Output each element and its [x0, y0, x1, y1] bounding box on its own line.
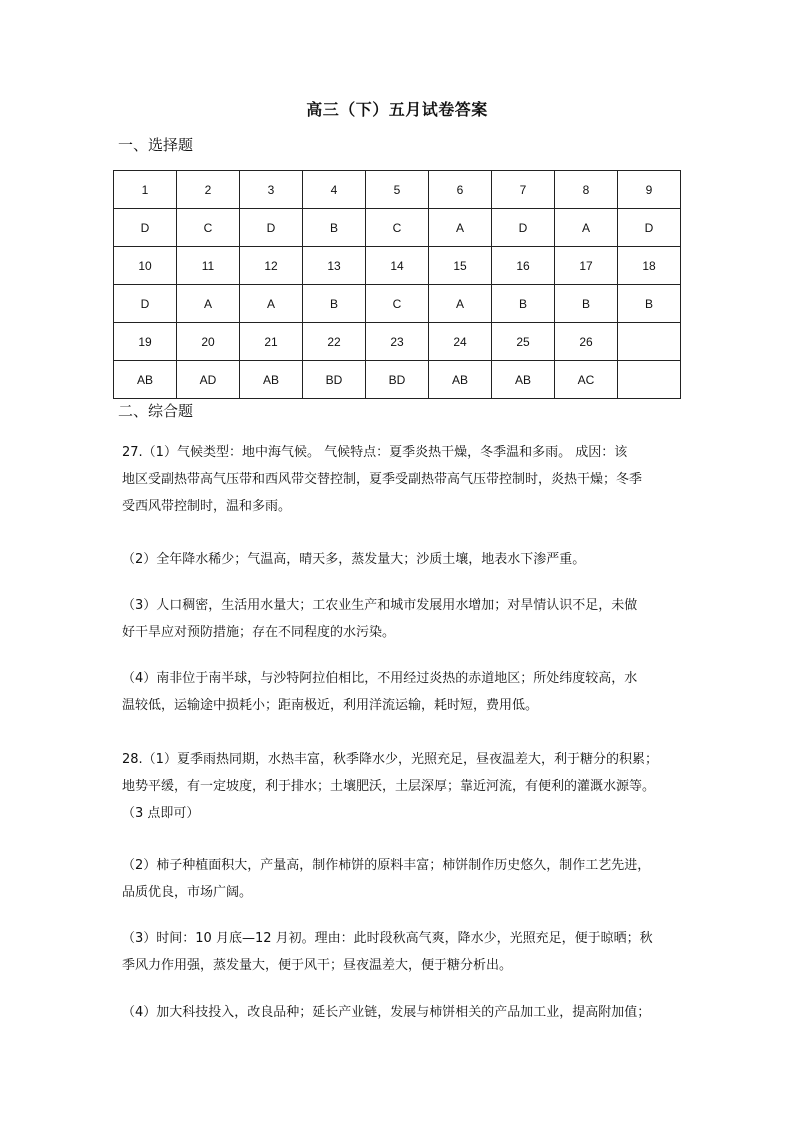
- text-line: （2）柿子种植面积大，产量高，制作柿饼的原料丰富；柿饼制作历史悠久，制作工艺先进，: [122, 858, 651, 873]
- q27-part1: [122, 439, 687, 520]
- question-number-cell: 11: [177, 247, 240, 285]
- text-line: （4）加大科技投入，改良品种；延长产业链，发展与柿饼相关的产品加工业，提高附加值；: [122, 1005, 651, 1020]
- answer-cell: D: [114, 285, 177, 323]
- answer-cell: C: [366, 285, 429, 323]
- question-number-cell: 12: [240, 247, 303, 285]
- q27-part3: [122, 592, 687, 646]
- question-number-cell: 10: [114, 247, 177, 285]
- question-number-cell: 19: [114, 323, 177, 361]
- answer-cell: A: [555, 209, 618, 247]
- question-number-cell: 9: [618, 171, 681, 209]
- question-number-cell: 23: [366, 323, 429, 361]
- text-line: （3）时间：10 月底—12 月初。理由：此时段秋高气爽，降水少，光照充足，便于晾晒；秋: [122, 931, 653, 946]
- text-line: 28.（1）夏季雨热同期，水热丰富，秋季降水少，光照充足，昼夜温差大，利于糖分的积累；: [122, 752, 658, 767]
- question-number-cell: 18: [618, 247, 681, 285]
- answer-cell: AD: [177, 361, 240, 399]
- answer-cell: B: [303, 209, 366, 247]
- answer-cell: B: [618, 285, 681, 323]
- answer-cell: B: [492, 285, 555, 323]
- question-number-cell: 16: [492, 247, 555, 285]
- answer-row: [114, 361, 681, 399]
- answer-cell: D: [492, 209, 555, 247]
- question-number-cell: 3: [240, 171, 303, 209]
- answer-cell: D: [114, 209, 177, 247]
- question-number-cell: 24: [429, 323, 492, 361]
- answer-row: [114, 285, 681, 323]
- answer-cell: [618, 361, 681, 399]
- question-number-row: [114, 247, 681, 285]
- question-number-cell: 20: [177, 323, 240, 361]
- text-line: 品质优良，市场广阔。: [122, 885, 253, 900]
- text-line: 好干旱应对预防措施；存在不同程度的水污染。: [122, 625, 396, 640]
- q27-part4: [122, 665, 687, 719]
- answer-table: [113, 170, 681, 399]
- question-number-cell: 15: [429, 247, 492, 285]
- q28-part4: [122, 999, 687, 1026]
- text-line: 温较低，运输途中损耗小；距南极近，利用洋流运输，耗时短，费用低。: [122, 698, 539, 713]
- answer-cell: AB: [240, 361, 303, 399]
- question-number-cell: 2: [177, 171, 240, 209]
- question-number-cell: 26: [555, 323, 618, 361]
- text-line: （3）人口稠密，生活用水量大；工农业生产和城市发展用水增加；对旱情认识不足，未做: [122, 598, 638, 613]
- question-number-cell: 25: [492, 323, 555, 361]
- answer-cell: A: [177, 285, 240, 323]
- question-number-cell: 22: [303, 323, 366, 361]
- answer-cell: AC: [555, 361, 618, 399]
- q28-part1: [122, 746, 687, 827]
- answer-cell: AB: [429, 361, 492, 399]
- text-line: 季风力作用强，蒸发量大，便于风干；昼夜温差大，便于糖分析出。: [122, 958, 513, 973]
- q28-part3: [122, 925, 687, 979]
- question-number-cell: 14: [366, 247, 429, 285]
- question-number-cell: 8: [555, 171, 618, 209]
- answer-cell: B: [303, 285, 366, 323]
- text-line: 受西风带控制时，温和多雨。: [122, 499, 292, 514]
- page-title: 高三（下）五月试卷答案: [306, 100, 488, 119]
- answer-cell: BD: [366, 361, 429, 399]
- q28-part2: [122, 852, 687, 906]
- answer-cell: A: [240, 285, 303, 323]
- answer-cell: D: [240, 209, 303, 247]
- question-number-cell: 6: [429, 171, 492, 209]
- section-heading-comprehensive: 二、综合题: [118, 402, 194, 420]
- answer-row: [114, 209, 681, 247]
- answer-cell: C: [366, 209, 429, 247]
- answer-cell: BD: [303, 361, 366, 399]
- text-line: 27.（1）气候类型：地中海气候。 气候特点：夏季炎热干燥，冬季温和多雨。 成因：该: [122, 445, 628, 460]
- question-number-cell: 4: [303, 171, 366, 209]
- question-number-cell: 7: [492, 171, 555, 209]
- answer-cell: A: [429, 209, 492, 247]
- text-line: （2）全年降水稀少；气温高，晴天多，蒸发量大；沙质土壤，地表水下渗严重。: [122, 552, 586, 567]
- answer-cell: D: [618, 209, 681, 247]
- question-number-cell: 1: [114, 171, 177, 209]
- answer-cell: C: [177, 209, 240, 247]
- answer-cell: B: [555, 285, 618, 323]
- question-number-row: [114, 323, 681, 361]
- question-number-cell: 5: [366, 171, 429, 209]
- text-line: （3 点即可）: [122, 806, 200, 821]
- question-number-cell: 17: [555, 247, 618, 285]
- question-number-cell: 13: [303, 247, 366, 285]
- question-number-cell: [618, 323, 681, 361]
- section-heading-multiple-choice: 一、选择题: [118, 136, 194, 154]
- answer-cell: AB: [114, 361, 177, 399]
- question-number-row: [114, 171, 681, 209]
- question-number-cell: 21: [240, 323, 303, 361]
- answer-cell: AB: [492, 361, 555, 399]
- answer-cell: A: [429, 285, 492, 323]
- q27-part2: [122, 546, 687, 573]
- text-line: 地区受副热带高气压带和西风带交替控制，夏季受副热带高气压带控制时，炎热干燥；冬季: [122, 472, 643, 487]
- text-line: （4）南非位于南半球，与沙特阿拉伯相比，不用经过炎热的赤道地区；所处纬度较高，水: [122, 671, 638, 686]
- text-line: 地势平缓，有一定坡度，利于排水；土壤肥沃，土层深厚；靠近河流，有便利的灌溉水源等。: [122, 779, 656, 794]
